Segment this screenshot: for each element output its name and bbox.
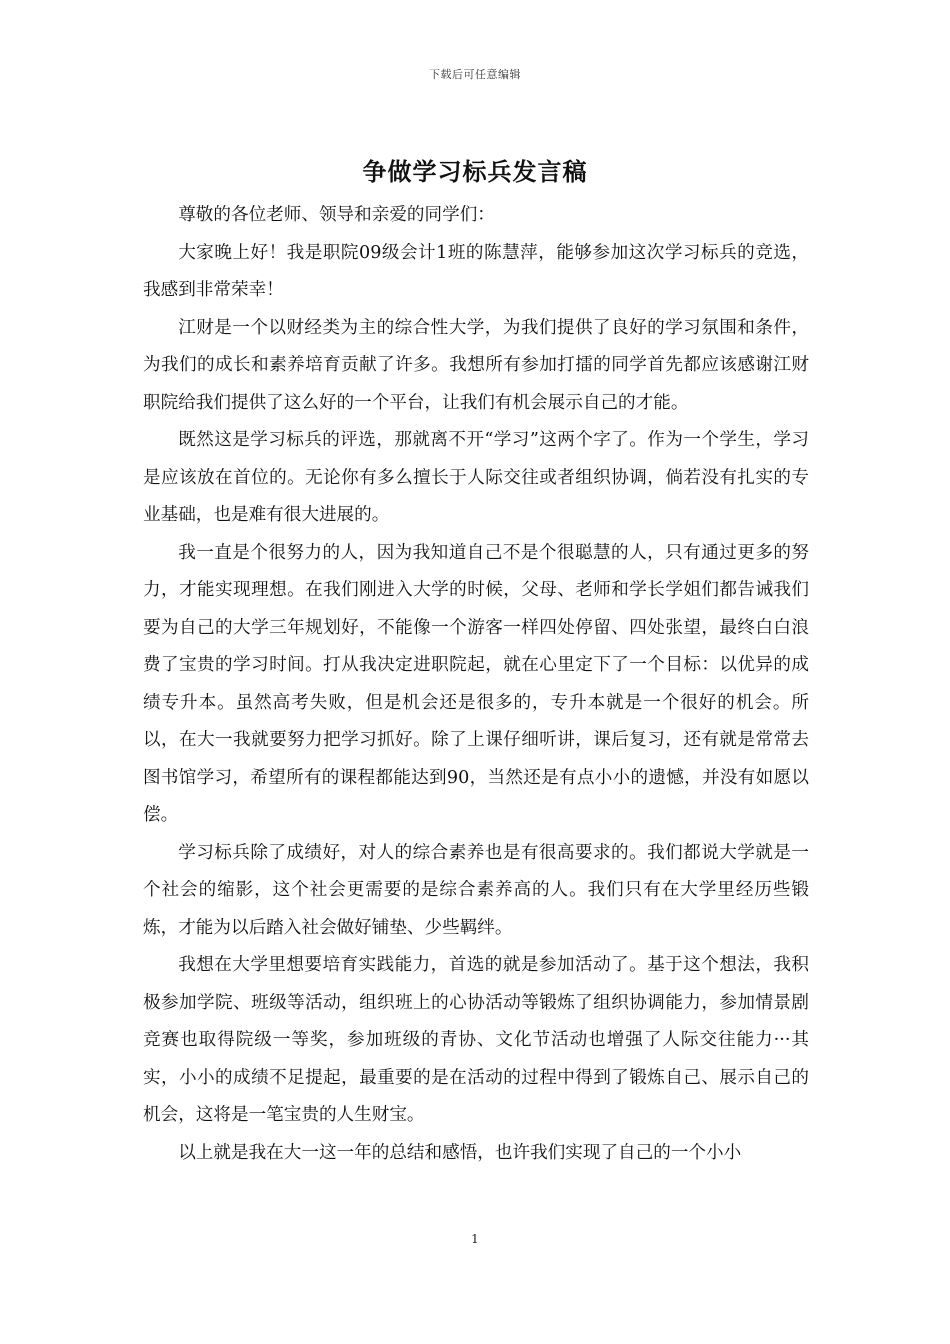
document-body [143, 197, 809, 1172]
body-paragraph: 大家晚上好！我是职院09级会计1班的陈慧萍，能够参加这次学习标兵的竞选，我感到非常荣幸！ [143, 242, 809, 300]
body-paragraph: 学习标兵除了成绩好，对人的综合素养也是有很高要求的。我们都说大学就是一个社会的缩影，这个社会更需要的是综合素养高的人。我们只有在大学里经历些锻炼，才能为以后踏入社会做好铺垫、少些羁绊。 [143, 842, 809, 938]
header-note: 下载后可任意编辑 [429, 68, 521, 81]
body-paragraph: 以上就是我在大一这一年的总结和感悟，也许我们实现了自己的一个小小 [178, 1142, 742, 1163]
page-number: 1 [471, 1232, 479, 1246]
body-paragraph: 我想在大学里想要培育实践能力，首选的就是参加活动了。基于这个想法，我积极参加学院、班级等活动，组织班上的心协活动等锻炼了组织协调能力，参加情景剧竞赛也取得院级一等奖，参加班级的青协、文化节活动也增强了人际交往能力···其实，小小的成绩不足提起，最重要的是在活动的过程中得到了锻炼自己、展示自己的机会，这将是一笔宝贵的人生财宝。 [143, 955, 809, 1125]
salutation-paragraph: 尊敬的各位老师、领导和亲爱的同学们： [178, 205, 495, 225]
body-paragraph: 既然这是学习标兵的评选，那就离不开“学习”这两个字了。作为一个学生，学习是应该放在首位的。无论你有多么擅长于人际交往或者组织协调，倘若没有扎实的专业基础，也是难有很大进展的。 [143, 430, 809, 525]
body-paragraph: 江财是一个以财经类为主的综合性大学，为我们提供了良好的学习氛围和条件，为我们的成长和素养培育贡献了许多。我想所有参加打擂的同学首先都应该感谢江财职院给我们提供了这么好的一个平台，让我们有机会展示自己的才能。 [143, 317, 809, 413]
document-title: 争做学习标兵发言稿 [362, 157, 588, 186]
body-paragraph: 我一直是个很努力的人，因为我知道自己不是个很聪慧的人，只有通过更多的努力，才能实现理想。在我们刚进入大学的时候，父母、老师和学长学姐们都告诫我们要为自己的大学三年规划好，不能像一个游客一样四处停留、四处张望，最终白白浪费了宝贵的学习时间。打从我决定进职院起，就在心里定下了一个目标：以优异的成绩专升本。虽然高考失败，但是机会还是很多的，专升本就是一个很好的机会。所以，在大一我就要努力把学习抓好。除了上课仔细听讲，课后复习，还有就是常常去图书馆学习，希望所有的课程都能达到90，当然还是有点小小的遗憾，并没有如愿以偿。 [143, 542, 809, 825]
